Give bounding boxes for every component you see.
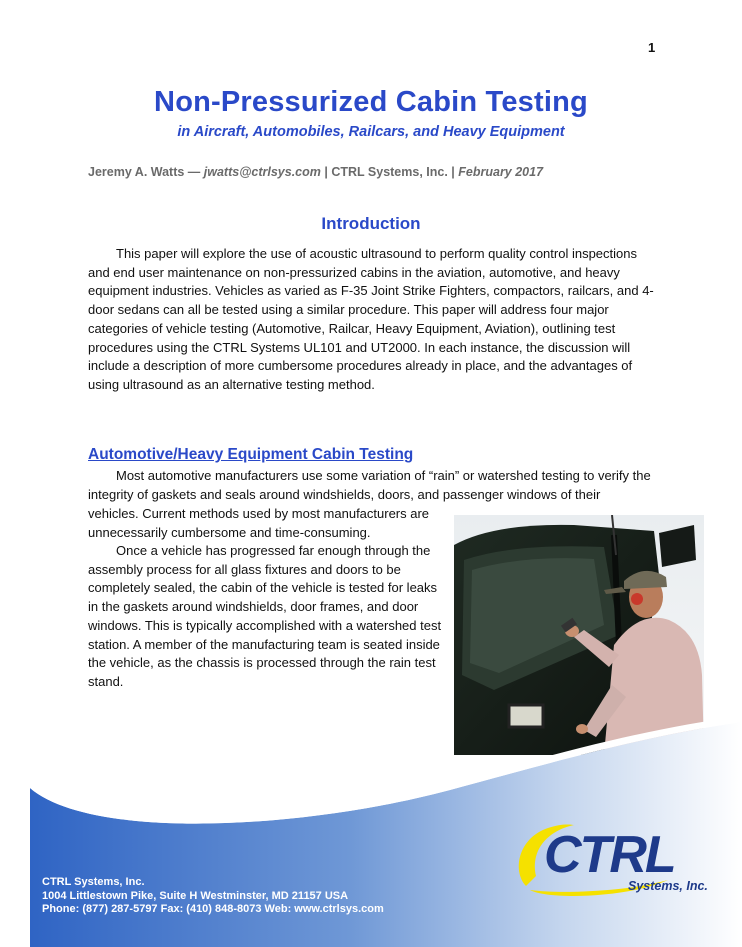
logo-swoosh bbox=[508, 816, 720, 900]
automotive-paragraph-1-continued: vehicles. Current methods used by most manufacturers are unnecessarily cumbersome and time-consuming. bbox=[88, 506, 430, 540]
footer-phone-web: Phone: (877) 287-5797 Fax: (410) 848-8073 Web: www.ctrlsys.com bbox=[42, 903, 384, 915]
footer-address: 1004 Littlestown Pike, Suite H Westminster, MD 21157 USA bbox=[42, 889, 349, 902]
document-subtitle: in Aircraft, Automobiles, Railcars, and Heavy Equipment bbox=[177, 124, 565, 140]
logo-tagline: Systems, Inc. bbox=[628, 879, 708, 893]
page-number: 1 bbox=[648, 40, 656, 55]
automotive-paragraph-1: Most automotive manufacturers use some variation of “rain” or watershed testing to verify the integrity of gaskets and seals around windshields, doors, and passenger windows of their bbox=[88, 468, 651, 502]
document-title: Non-Pressurized Cabin Testing bbox=[154, 86, 588, 118]
footer-company: CTRL Systems, Inc. bbox=[42, 876, 145, 888]
byline-author: Jeremy A. Watts — bbox=[88, 165, 204, 179]
section-heading-automotive: Automotive/Heavy Equipment Cabin Testing bbox=[88, 446, 414, 463]
intro-paragraph: This paper will explore the use of acoustic ultrasound to perform quality control inspections and end user maintenance on non-pressurized cabins in the aviation, automotive, and heavy equipment industries. Vehicles as varied as F-35 Joint Strike Fighters, compactors, railcars, and 4-door sedans can all be tested using a similar procedure. This paper will address four major categories of vehicle testing (Automotive, Railcar, Heavy Equipment, Aviation), outlining test procedures using the CTRL Systems UL101 and UT2000. In each instance, the discussion will include a description of more cumbersome procedures already in place, and the advantages of using ultrasound as an alternative testing method. bbox=[88, 246, 654, 392]
ctrl-systems-logo bbox=[508, 816, 720, 900]
logo-wordmark: CTRL bbox=[544, 826, 675, 884]
byline-date: February 2017 bbox=[458, 165, 544, 179]
byline-email: jwatts@ctrlsys.com bbox=[203, 165, 321, 179]
automotive-paragraph-2: Once a vehicle has progressed far enough through the assembly process for all glass fixtures and doors to be completely sealed, the cabin of the vehicle is tested for leaks in the gaskets around windshields, door frames, and door windows. This is typically accomplished with a watershed test station. A member of the manufacturing team is seated inside the vehicle, as the chassis is processed through the rain test stand. bbox=[88, 543, 442, 689]
byline-company: | CTRL Systems, Inc. | bbox=[320, 165, 459, 179]
footer-contact bbox=[42, 876, 384, 917]
section-heading-introduction: Introduction bbox=[321, 214, 421, 233]
